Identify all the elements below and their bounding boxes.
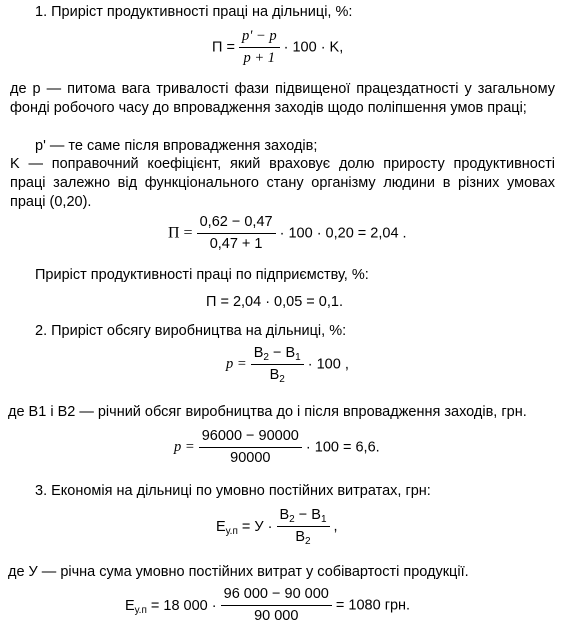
calc-fraction	[197, 214, 276, 253]
formula2-fraction	[251, 345, 304, 384]
formula3-tail: ,	[333, 518, 338, 535]
calc3-lhs: $Е_{у.п} = 18$ 000 ·	[125, 597, 217, 616]
definition-p: де p — питома вага тривалості фази підвищеної працездатності у загальному фонді робочого часу до впровадження заходів щодо поліпшення умов праці;	[10, 81, 555, 116]
formula3-fraction	[277, 507, 330, 546]
formula-denominator: p + 1	[243, 50, 276, 66]
calc-numerator: 0,62 − 0,47	[197, 214, 276, 234]
heading-enterprise: Приріст продуктивності праці по підприємству, %:	[35, 267, 369, 283]
calc2-numerator: 96000 − 90000	[199, 428, 302, 448]
calc-denominator: 0,47 + 1	[209, 236, 263, 252]
formula2-denominator: $В_2$	[269, 367, 285, 385]
calc2-tail: · 100 = 6,6.	[305, 439, 380, 456]
formula3-lhs: $Е_{у.п} = У$ ·	[216, 518, 273, 537]
heading-3: 3. Економія на дільниці по умовно постійних витратах, грн:	[35, 483, 431, 499]
calc3-denominator: 90 000	[254, 608, 299, 624]
calc2-lhs: p =	[174, 439, 195, 455]
formula3-denominator: $В_2$	[295, 529, 311, 547]
calc-tail: · 100 · 0,20 = 2,04 .	[279, 225, 407, 242]
formula2-tail: · 100 ,	[307, 356, 349, 373]
heading-1: 1. Приріст продуктивності праці на дільниці, %:	[35, 4, 353, 20]
calc2-fraction	[199, 428, 302, 467]
formula-lhs: П =	[212, 39, 235, 56]
formula-numerator: p' − p	[239, 28, 280, 48]
calc-productivity	[168, 214, 407, 253]
calc3-numerator: 96 000 − 90 000	[221, 586, 332, 606]
definition-b: де В1 і В2 — річний обсяг виробництва до і після впровадження заходів, грн.	[8, 404, 527, 420]
formula-tail: · 100 · K,	[283, 39, 344, 56]
formula-fraction	[239, 28, 280, 67]
calc-output	[174, 428, 380, 467]
definition-u: де У — річна сума умовно постійних витрат у собівартості продукції.	[8, 564, 469, 580]
heading-2: 2. Приріст обсягу виробництва на дільниці, %:	[35, 323, 347, 339]
calc-lhs: П =	[168, 224, 193, 242]
calc3-tail: = 1080 грн.	[335, 597, 411, 614]
calc3-fraction	[221, 586, 332, 625]
calc2-denominator: 90000	[230, 450, 271, 466]
formula2-numerator: $В_2 - В_1$	[251, 345, 304, 365]
formula-output	[226, 345, 349, 384]
calc-economy	[125, 586, 410, 625]
formula3-numerator: $В_2 - В_1$	[277, 507, 330, 527]
definition-p-prime: p' — те саме після впровадження заходів;	[35, 138, 318, 154]
definition-k: K — поправочний коефіцієнт, який враховує долю приросту продуктивності праці залежно від функціонального стану організму людини в різних умовах праці (0,20).	[10, 156, 555, 210]
calc-enterprise: П = 2,04 · 0,05 = 0,1.	[206, 294, 343, 310]
formula-productivity	[212, 28, 343, 67]
formula-economy	[216, 507, 338, 546]
formula2-lhs: p =	[226, 356, 247, 372]
